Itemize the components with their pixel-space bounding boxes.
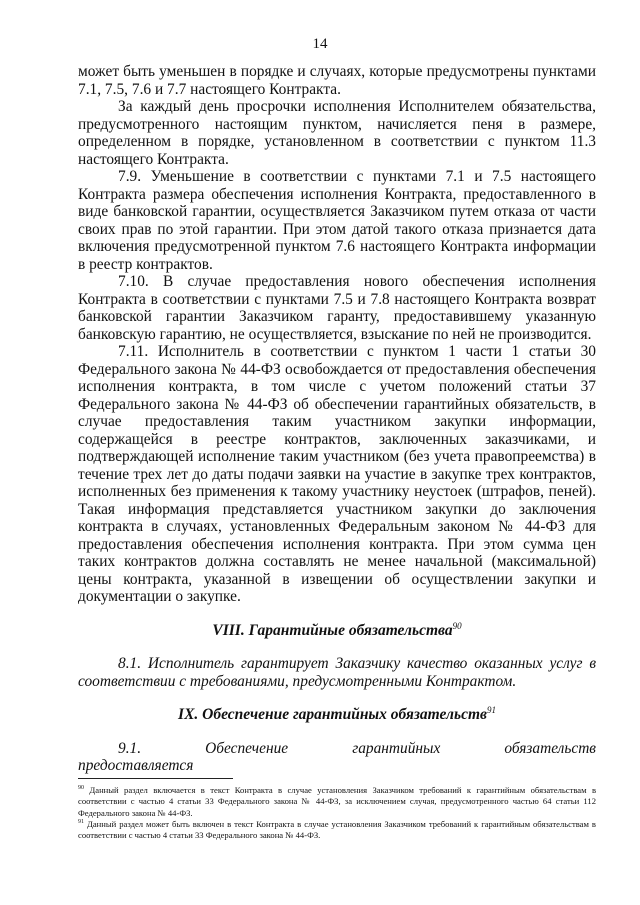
paragraph-penalty: За каждый день просрочки исполнения Исполнителем обязательства, предусмотренного настоящим пунктом, начисляется пеня в размере, определенном в порядке, установленном в соответствии с пунктом 11.3 настоящего Контракта. xyxy=(78,98,596,168)
document-body xyxy=(78,63,596,775)
footnote-91 xyxy=(78,819,596,842)
footnote-number: 91 xyxy=(78,819,84,826)
paragraph-9-1: 9.1. Обеспечение гарантийных обязательств предоставляется xyxy=(78,739,596,774)
paragraph-7-10: 7.10. В случае предоставления нового обеспечения исполнения Контракта в соответствии с пунктами 7.5 и 7.8 настоящего Контракта возврат банковской гарантии Заказчиком гаранту, предоставившему указанную банковскую гарантию, не осуществляется, взыскание по ней не производится. xyxy=(78,273,596,343)
paragraph-7-9: 7.9. Уменьшение в соответствии с пунктами 7.1 и 7.5 настоящего Контракта размера обеспечения исполнения Контракта, предоставленного в виде банковской гарантии, осуществляется Заказчиком путем отказа от части своих прав по этой гарантии. При этом датой такого отказа признается дата включения предусмотренной пунктом 7.6 настоящего Контракта информации в реестр контрактов. xyxy=(78,168,596,273)
footnote-ref-91: 91 xyxy=(486,704,496,715)
section-8-heading xyxy=(78,622,596,640)
section-8-heading-text: VIII. Гарантийные обязательства xyxy=(212,621,453,639)
footnotes xyxy=(78,785,596,841)
footnote-text: Данный раздел может быть включен в текст Контракта в случае установления Заказчиком требований к гарантийным обязательствам в соответствии с частью 4 статьи 33 Федерального закона № 44-ФЗ. xyxy=(78,818,596,841)
section-9-heading-text: IX. Обеспечение гарантийных обязательств xyxy=(178,706,487,723)
footnote-text: Данный раздел включается в текст Контракта в случае установления Заказчиком требований к гарантийным обязательствам в соответствии с частью 4 статьи 33 Федерального закона № 44-ФЗ, за исключением случая, предусмотренного частью 64 статьи 112 Федерального закона № 44-ФЗ. xyxy=(78,785,596,818)
section-9-heading xyxy=(78,706,596,724)
footnote-number: 90 xyxy=(78,785,84,792)
footnote-divider xyxy=(78,778,233,779)
paragraph-7-11: 7.11. Исполнитель в соответствии с пунктом 1 части 1 статьи 30 Федерального закона № 44-ФЗ освобождается от предоставления обеспечения исполнения контракта, в том числе с учетом положений статьи 37 Федерального закона № 44-ФЗ об обеспечении гарантийных обязательств, в случае предоставления таким участником закупки информации, содержащейся в реестре контрактов, заключенных заказчиками, и подтверждающей исполнение таким участником (без учета правопреемства) в течение трех лет до даты подачи заявки на участие в закупке трех контрактов, исполненных без применения к такому участнику неустоек (штрафов, пеней). Такая информация представляется участником закупки до заключения контракта в случаях, установленных Федеральным законом № 44-ФЗ для предоставления обеспечения исполнения контракта. При этом сумма цен таких контрактов должна составлять не менее начальной (максимальной) цены контракта, указанной в извещении об осуществлении закупки и документации о закупке. xyxy=(78,343,596,605)
paragraph-7-8-end: может быть уменьшен в порядке и случаях, которые предусмотрены пунктами 7.1, 7.5, 7.6 и 7.7 настоящего Контракта. xyxy=(78,63,596,98)
footnote-ref-90: 90 xyxy=(452,620,462,631)
page-number: 14 xyxy=(312,36,328,52)
paragraph-8-1: 8.1. Исполнитель гарантирует Заказчику качество оказанных услуг в соответствии с требованиями, предусмотренными Контрактом. xyxy=(78,655,596,690)
footnote-90 xyxy=(78,785,596,819)
